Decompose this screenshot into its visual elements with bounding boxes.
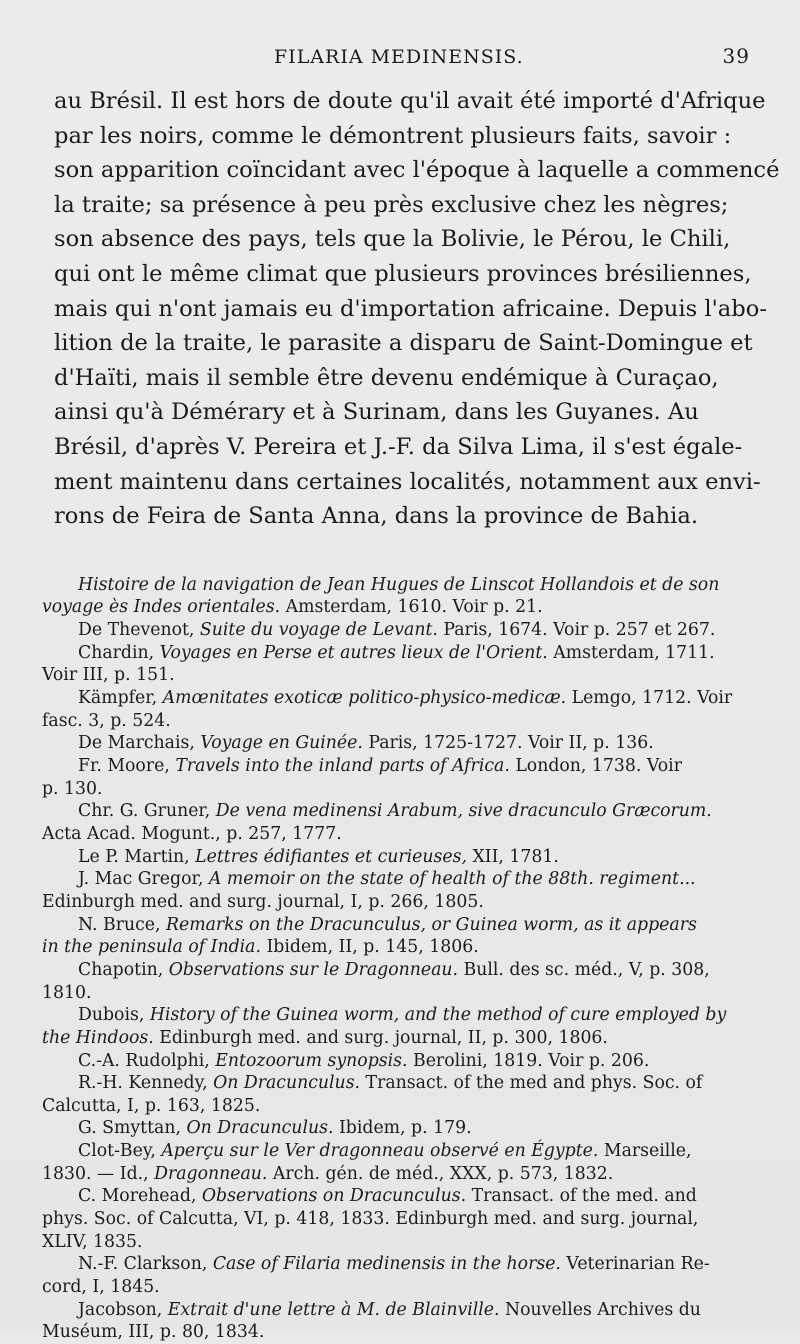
reference-text: Muséum, III, p. 80, 1834.	[42, 1322, 265, 1343]
body-line: d'Haïti, mais il semble être devenu endémique à Curaçao,	[54, 364, 719, 391]
reference-text: 1830. — Id.,	[42, 1163, 155, 1184]
body-line: lition de la traite, le parasite a disparu de Saint-Domingue et	[54, 330, 753, 357]
reference-text: London, 1738. Voir	[509, 755, 682, 776]
reference-line	[60, 1072, 760, 1095]
reference-title-text: the Hindoos.	[42, 1027, 154, 1048]
reference-line	[42, 1231, 760, 1254]
body-line: mais qui n'ont jamais eu d'importation africaine. Depuis l'abo-	[54, 295, 767, 322]
reference-text: Edinburgh med. and surg. journal, I, p. 266, 1805.	[42, 891, 484, 912]
reference-title-text: Suite du voyage de Levant.	[199, 620, 438, 641]
reference-line	[60, 914, 760, 937]
reference-text: cord, I, 1845.	[42, 1277, 160, 1298]
reference-entry	[42, 1185, 760, 1253]
reference-entry	[60, 619, 760, 642]
reference-entry	[60, 1050, 760, 1073]
reference-title-text: Histoire de la navigation de Jean Hugues de Linscot Hollandois et de son	[78, 574, 720, 595]
reference-title-text: Aperçu sur le Ver dragonneau observé en Égypte.	[161, 1141, 599, 1162]
reference-entry	[42, 574, 760, 619]
reference-entry	[60, 732, 760, 755]
reference-title-text: A memoir on the state of health of the 88th. regiment...	[208, 869, 696, 890]
reference-line	[60, 959, 760, 982]
reference-line	[42, 891, 760, 914]
reference-text: Arch. gén. de méd., XXX, p. 573, 1832.	[267, 1163, 614, 1184]
reference-line	[60, 574, 760, 597]
reference-title-text: Voyages en Perse et autres lieux de l'Orient.	[159, 642, 548, 663]
body-line: ment maintenu dans certaines localités, notamment aux envi-	[54, 468, 761, 495]
bibliography-list	[42, 574, 760, 1344]
reference-text: XLIV, 1835.	[42, 1231, 143, 1252]
reference-text: Edinburgh med. and surg. journal, II, p. 300, 1806.	[153, 1027, 608, 1048]
reference-text: Jacobson,	[78, 1299, 168, 1320]
body-line: son absence des pays, tels que la Bolivie, le Pérou, le Chili,	[54, 226, 731, 253]
body-line: rons de Feira de Santa Anna, dans la province de Bahia.	[54, 503, 699, 530]
reference-title-text: Extrait d'une lettre à M. de Blainville.	[167, 1299, 500, 1320]
reference-entry	[60, 846, 760, 869]
reference-line	[60, 1050, 760, 1073]
reference-text: Lemgo, 1712. Voir	[566, 688, 733, 708]
reference-text: Calcutta, I, p. 163, 1825.	[42, 1095, 261, 1116]
reference-text: Veterinarian Re-	[560, 1254, 710, 1275]
reference-line	[42, 823, 760, 846]
reference-title-text: On Dracunculus.	[186, 1118, 334, 1139]
reference-text: Chardin,	[78, 642, 160, 663]
reference-title-text: Case of Filaria medinensis in the horse.	[212, 1254, 561, 1275]
reference-text: Ibidem, II, p. 145, 1806.	[260, 937, 479, 958]
reference-line	[42, 778, 760, 801]
reference-title-text: De vena medinensi Arabum, sive dracunculo Græcorum.	[215, 801, 712, 822]
reference-title-text: On Dracunculus.	[213, 1073, 361, 1094]
reference-entry	[42, 1140, 760, 1185]
reference-text: Ibidem, p. 179.	[333, 1118, 472, 1139]
reference-text: 1810.	[42, 982, 92, 1003]
reference-text: Voir III, p. 151.	[42, 665, 175, 686]
running-header	[54, 44, 760, 80]
reference-title-text: Observations sur le Dragonneau.	[168, 959, 459, 980]
reference-text: Paris, 1674. Voir p. 257 et 267.	[437, 620, 716, 641]
reference-line	[42, 1163, 760, 1186]
body-line: la traite; sa présence à peu près exclusive chez les nègres;	[54, 191, 729, 218]
reference-text: Transact. of the med and phys. Soc. of	[360, 1073, 703, 1094]
reference-entry	[42, 1072, 760, 1117]
reference-line	[42, 710, 760, 733]
reference-entry	[42, 642, 760, 687]
reference-line	[42, 982, 760, 1005]
reference-line	[42, 1276, 760, 1299]
page-number: 39	[722, 44, 750, 68]
reference-text: J. Mac Gregor,	[78, 869, 209, 890]
reference-entry	[42, 800, 760, 845]
reference-title-text: Dragonneau.	[154, 1163, 268, 1184]
reference-line	[42, 596, 760, 619]
running-title: FILARIA MEDINENSIS.	[274, 46, 524, 68]
main-paragraph	[54, 84, 780, 534]
reference-entry	[42, 959, 760, 1004]
reference-line	[42, 1321, 760, 1344]
reference-title-text: Observations on Dracunculus.	[201, 1186, 467, 1207]
reference-text: Paris, 1725-1727. Voir II, p. 136.	[362, 733, 654, 754]
reference-line	[60, 1185, 760, 1208]
body-line: Brésil, d'après V. Pereira et J.-F. da Silva Lima, il s'est égale-	[54, 433, 743, 460]
reference-line	[60, 642, 760, 665]
reference-text: Acta Acad. Mogunt., p. 257, 1777.	[42, 823, 342, 844]
reference-line	[42, 664, 760, 687]
reference-line	[60, 1004, 760, 1027]
reference-entry	[42, 687, 760, 732]
reference-line	[60, 1117, 760, 1140]
reference-text: G. Smyttan,	[78, 1118, 187, 1139]
reference-entry	[42, 1253, 760, 1298]
reference-entry	[42, 755, 760, 800]
reference-title-text: voyage ès Indes orientales.	[42, 597, 281, 618]
reference-title-text: Travels into the inland parts of Africa.	[175, 755, 510, 776]
reference-text: R.-H. Kennedy,	[78, 1073, 214, 1094]
reference-text: De Thevenot,	[78, 620, 200, 641]
reference-line	[60, 1253, 760, 1276]
reference-text: Le P. Martin,	[78, 846, 196, 867]
reference-line	[60, 846, 760, 869]
reference-text: Transact. of the med. and	[466, 1186, 697, 1207]
reference-text: Amsterdam, 1610. Voir p. 21.	[280, 597, 543, 618]
reference-title-text: Voyage en Guinée.	[200, 733, 363, 754]
body-line: ainsi qu'à Démérary et à Surinam, dans les Guyanes. Au	[54, 399, 699, 426]
reference-text: Chr. G. Gruner,	[78, 801, 216, 822]
reference-text: Marseille,	[598, 1141, 692, 1162]
reference-text: phys. Soc. of Calcutta, VI, p. 418, 1833. Edinburgh med. and surg. journal,	[42, 1209, 699, 1230]
body-line: au Brésil. Il est hors de doute qu'il avait été importé d'Afrique	[54, 88, 766, 114]
reference-line	[60, 1299, 760, 1322]
reference-line	[60, 868, 760, 891]
reference-text: Kämpfer,	[78, 688, 163, 708]
reference-entry	[42, 1004, 760, 1049]
reference-text: XII, 1781.	[466, 846, 559, 867]
reference-entry	[42, 868, 760, 913]
reference-text: Nouvelles Archives du	[499, 1299, 701, 1320]
reference-line	[60, 687, 760, 710]
reference-text: Clot-Bey,	[78, 1141, 162, 1162]
reference-text: Dubois,	[78, 1005, 150, 1026]
reference-entry	[60, 1117, 760, 1140]
body-line: son apparition coïncidant avec l'époque à laquelle a commencé	[54, 157, 780, 184]
reference-title-text: Lettres édifiantes et curieuses,	[195, 846, 467, 867]
reference-text: Amsterdam, 1711.	[547, 642, 715, 663]
reference-line	[42, 1027, 760, 1050]
reference-text: De Marchais,	[78, 733, 201, 754]
reference-text: fasc. 3, p. 524.	[42, 710, 171, 731]
body-line: par les noirs, comme le démontrent plusieurs faits, savoir :	[54, 122, 732, 149]
reference-text: Berolini, 1819. Voir p. 206.	[407, 1050, 650, 1071]
body-line: qui ont le même climat que plusieurs provinces brésiliennes,	[54, 260, 752, 287]
reference-title-text: History of the Guinea worm, and the method of cure employed by	[149, 1005, 727, 1026]
reference-text: Bull. des sc. méd., V, p. 308,	[458, 959, 710, 980]
reference-text: C.-A. Rudolphi,	[78, 1050, 216, 1071]
reference-line	[60, 619, 760, 642]
reference-title-text: in the peninsula of India.	[42, 937, 261, 958]
reference-line	[60, 755, 760, 778]
reference-line	[42, 936, 760, 959]
reference-text: Chapotin,	[78, 959, 169, 980]
reference-line	[60, 1140, 760, 1163]
reference-entry	[42, 1299, 760, 1344]
reference-entry	[42, 914, 760, 959]
reference-line	[42, 1095, 760, 1118]
reference-text: p. 130.	[42, 778, 103, 799]
reference-line	[60, 732, 760, 755]
reference-text: N. Bruce,	[78, 914, 166, 935]
reference-text: C. Morehead,	[78, 1186, 202, 1207]
reference-text: N.-F. Clarkson,	[78, 1254, 213, 1275]
reference-title-text: Entozoorum synopsis.	[215, 1050, 408, 1071]
reference-line	[60, 800, 760, 823]
reference-title-text: Amœnitates exoticæ politico-physico-medicæ.	[162, 688, 567, 708]
reference-title-text: Remarks on the Dracunculus, or Guinea worm, as it appears	[165, 914, 697, 935]
reference-text: Fr. Moore,	[78, 755, 176, 776]
reference-line	[42, 1208, 760, 1231]
